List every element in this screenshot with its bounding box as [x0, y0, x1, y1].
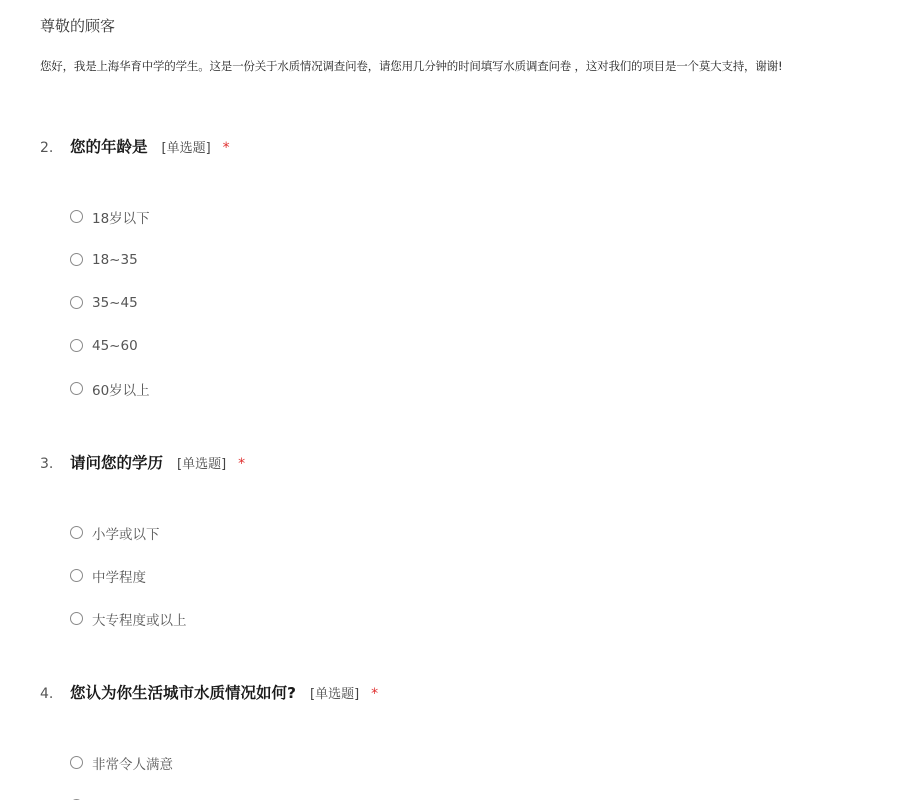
- question-water-quality: [40, 681, 880, 791]
- option-label: 小学或以下: [92, 526, 160, 543]
- intro-text: 您好，我是上海华育中学的学生。这是一份关于水质情况调查问卷，请您用几分钟的时间填写水质调查问卷 ，这对我们的项目是一个莫大支持，谢谢!: [40, 59, 783, 73]
- option-label: 非常令人满意: [92, 756, 173, 773]
- question-header: [40, 451, 880, 475]
- question-type-label: [单选题]: [310, 687, 360, 702]
- option-label: 45~60: [92, 337, 138, 354]
- radio-icon[interactable]: [70, 756, 83, 769]
- option-partially-visible[interactable]: [70, 784, 880, 800]
- required-marker: *: [238, 456, 246, 472]
- question-type-label: [单选题]: [161, 141, 211, 156]
- radio-icon[interactable]: [70, 569, 83, 582]
- radio-icon[interactable]: [70, 382, 83, 395]
- required-marker: *: [371, 686, 379, 702]
- question-type-label: [单选题]: [177, 457, 227, 472]
- option-middle-school[interactable]: [70, 554, 880, 597]
- option-45-60[interactable]: [70, 324, 880, 367]
- option-primary-or-below[interactable]: [70, 511, 880, 554]
- option-label: 60岁以上: [92, 382, 150, 399]
- question-number: 4.: [40, 686, 54, 702]
- option-label: 18~35: [92, 251, 138, 268]
- radio-icon[interactable]: [70, 253, 83, 266]
- radio-icon[interactable]: [70, 210, 83, 223]
- radio-icon[interactable]: [70, 612, 83, 625]
- question-age: [40, 135, 880, 399]
- question-title: 您的年龄是: [70, 138, 148, 156]
- question-number: 2.: [40, 140, 54, 156]
- option-over-60[interactable]: [70, 367, 880, 410]
- greeting-heading: 尊敬的顾客: [40, 17, 116, 35]
- radio-icon[interactable]: [70, 526, 83, 539]
- option-label: 35~45: [92, 294, 138, 311]
- question-title: 请问您的学历: [70, 454, 164, 472]
- required-marker: *: [222, 140, 230, 156]
- question-number: 3.: [40, 456, 54, 472]
- option-label: 大专程度或以上: [92, 612, 187, 629]
- option-label: 18岁以下: [92, 210, 150, 227]
- option-college-or-above[interactable]: [70, 597, 880, 640]
- question-header: [40, 135, 880, 159]
- option-18-35[interactable]: [70, 238, 880, 281]
- question-education: [40, 451, 880, 629]
- options-list: [70, 195, 880, 410]
- options-list: [70, 511, 880, 640]
- option-label: 中学程度: [92, 569, 146, 586]
- radio-icon[interactable]: [70, 296, 83, 309]
- option-35-45[interactable]: [70, 281, 880, 324]
- question-header: [40, 681, 880, 705]
- option-very-satisfied[interactable]: [70, 741, 880, 784]
- options-list: [70, 741, 880, 800]
- option-under-18[interactable]: [70, 195, 880, 238]
- question-title: 您认为你生活城市水质情况如何?: [70, 684, 296, 702]
- radio-icon[interactable]: [70, 339, 83, 352]
